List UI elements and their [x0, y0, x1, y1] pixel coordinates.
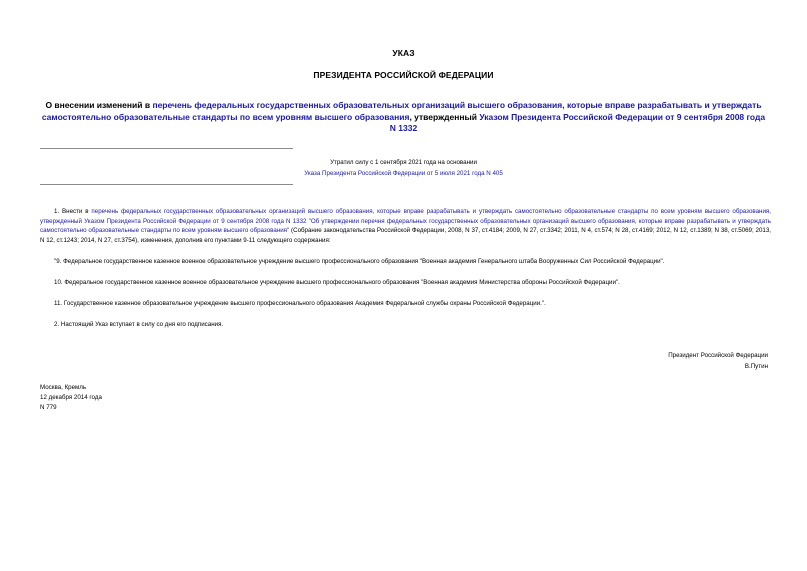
p1-link-list[interactable]: перечень федеральных государственных образовательных организаций высшего образования, которые вправе разрабатывать и утверждать самостоятельно образовательные стандарты по всем уровням высшего образования, утвержденный Указом Президента Российской Федерации от 9 сентября 2008 года N 1332 "Об утверждении перечня федеральных государственных образовательных организаций высшего образования, которые вправе разрабатывать и утверждать самостоятельно образовательные стандарты по всем уровням высшего образования"	[40, 208, 771, 234]
paragraph-item-10: 10. Федеральное государственное казенное военное образовательное учреждение высшего профессионального образования "Военная академия Министерства обороны Российской Федерации".	[54, 279, 620, 286]
status-note-link[interactable]: Указа Президента Российской Федерации от 5 июля 2021 года N 405	[304, 170, 503, 177]
signatory-name: В.Путин	[744, 363, 768, 370]
title-link-list[interactable]: перечень федеральных государственных образовательных организаций высшего образования, которые вправе разрабатывать и утверждать самостоятельно образовательные стандарты по всем уровням высшего образования	[41, 100, 762, 122]
separator-top	[40, 148, 293, 149]
doc-type-heading: УКАЗ	[392, 48, 415, 58]
title-middle: , утвержденный	[409, 111, 480, 122]
paragraph-item-9: "9. Федеральное государственное казенное военное образовательное учреждение высшего профессионального образования "Военная академия Генерального штаба Вооруженных Сил Российской Федерации".	[54, 258, 665, 265]
document-title	[40, 100, 767, 135]
signatory-position: Президент Российской Федерации	[668, 352, 768, 359]
issue-place: Москва, Кремль	[40, 384, 87, 391]
issuer-heading: ПРЕЗИДЕНТА РОССИЙСКОЙ ФЕДЕРАЦИИ	[313, 70, 494, 80]
paragraph-2: 2. Настоящий Указ вступает в силу со дня его подписания.	[54, 321, 224, 328]
issue-date: 12 декабря 2014 года	[40, 394, 102, 401]
paragraph-1	[40, 207, 771, 245]
paragraph-item-11: 11. Государственное казенное образовательное учреждение высшего профессионального образования Академия Федеральной службы охраны Российской Федерации.".	[54, 300, 546, 307]
separator-bottom	[40, 184, 293, 185]
p1-suffix: (Собрание законодательства Российской Федерации, 2008, N 37, ст.4184; 2009, N 27, ст.3342; 2011, N 4, ст.574; N 28, ст.4169; 2012, N 12, ст.1389; N 38, ст.5069; 2013, N 12, ст.1243; 2014, N 27, ст.3754), изменения, дополнив его пунктами 9-11 следующего содержания:	[40, 227, 771, 244]
document-number: N 779	[40, 404, 57, 411]
p1-prefix: 1. Внести в	[54, 208, 92, 215]
title-link-decree[interactable]: Указом Президента Российской Федерации от 9 сентября 2008 года N 1332	[389, 111, 766, 133]
status-note-line1: Утратил силу с 1 сентября 2021 года на основании	[330, 159, 477, 166]
title-prefix: О внесении изменений в	[45, 100, 153, 110]
